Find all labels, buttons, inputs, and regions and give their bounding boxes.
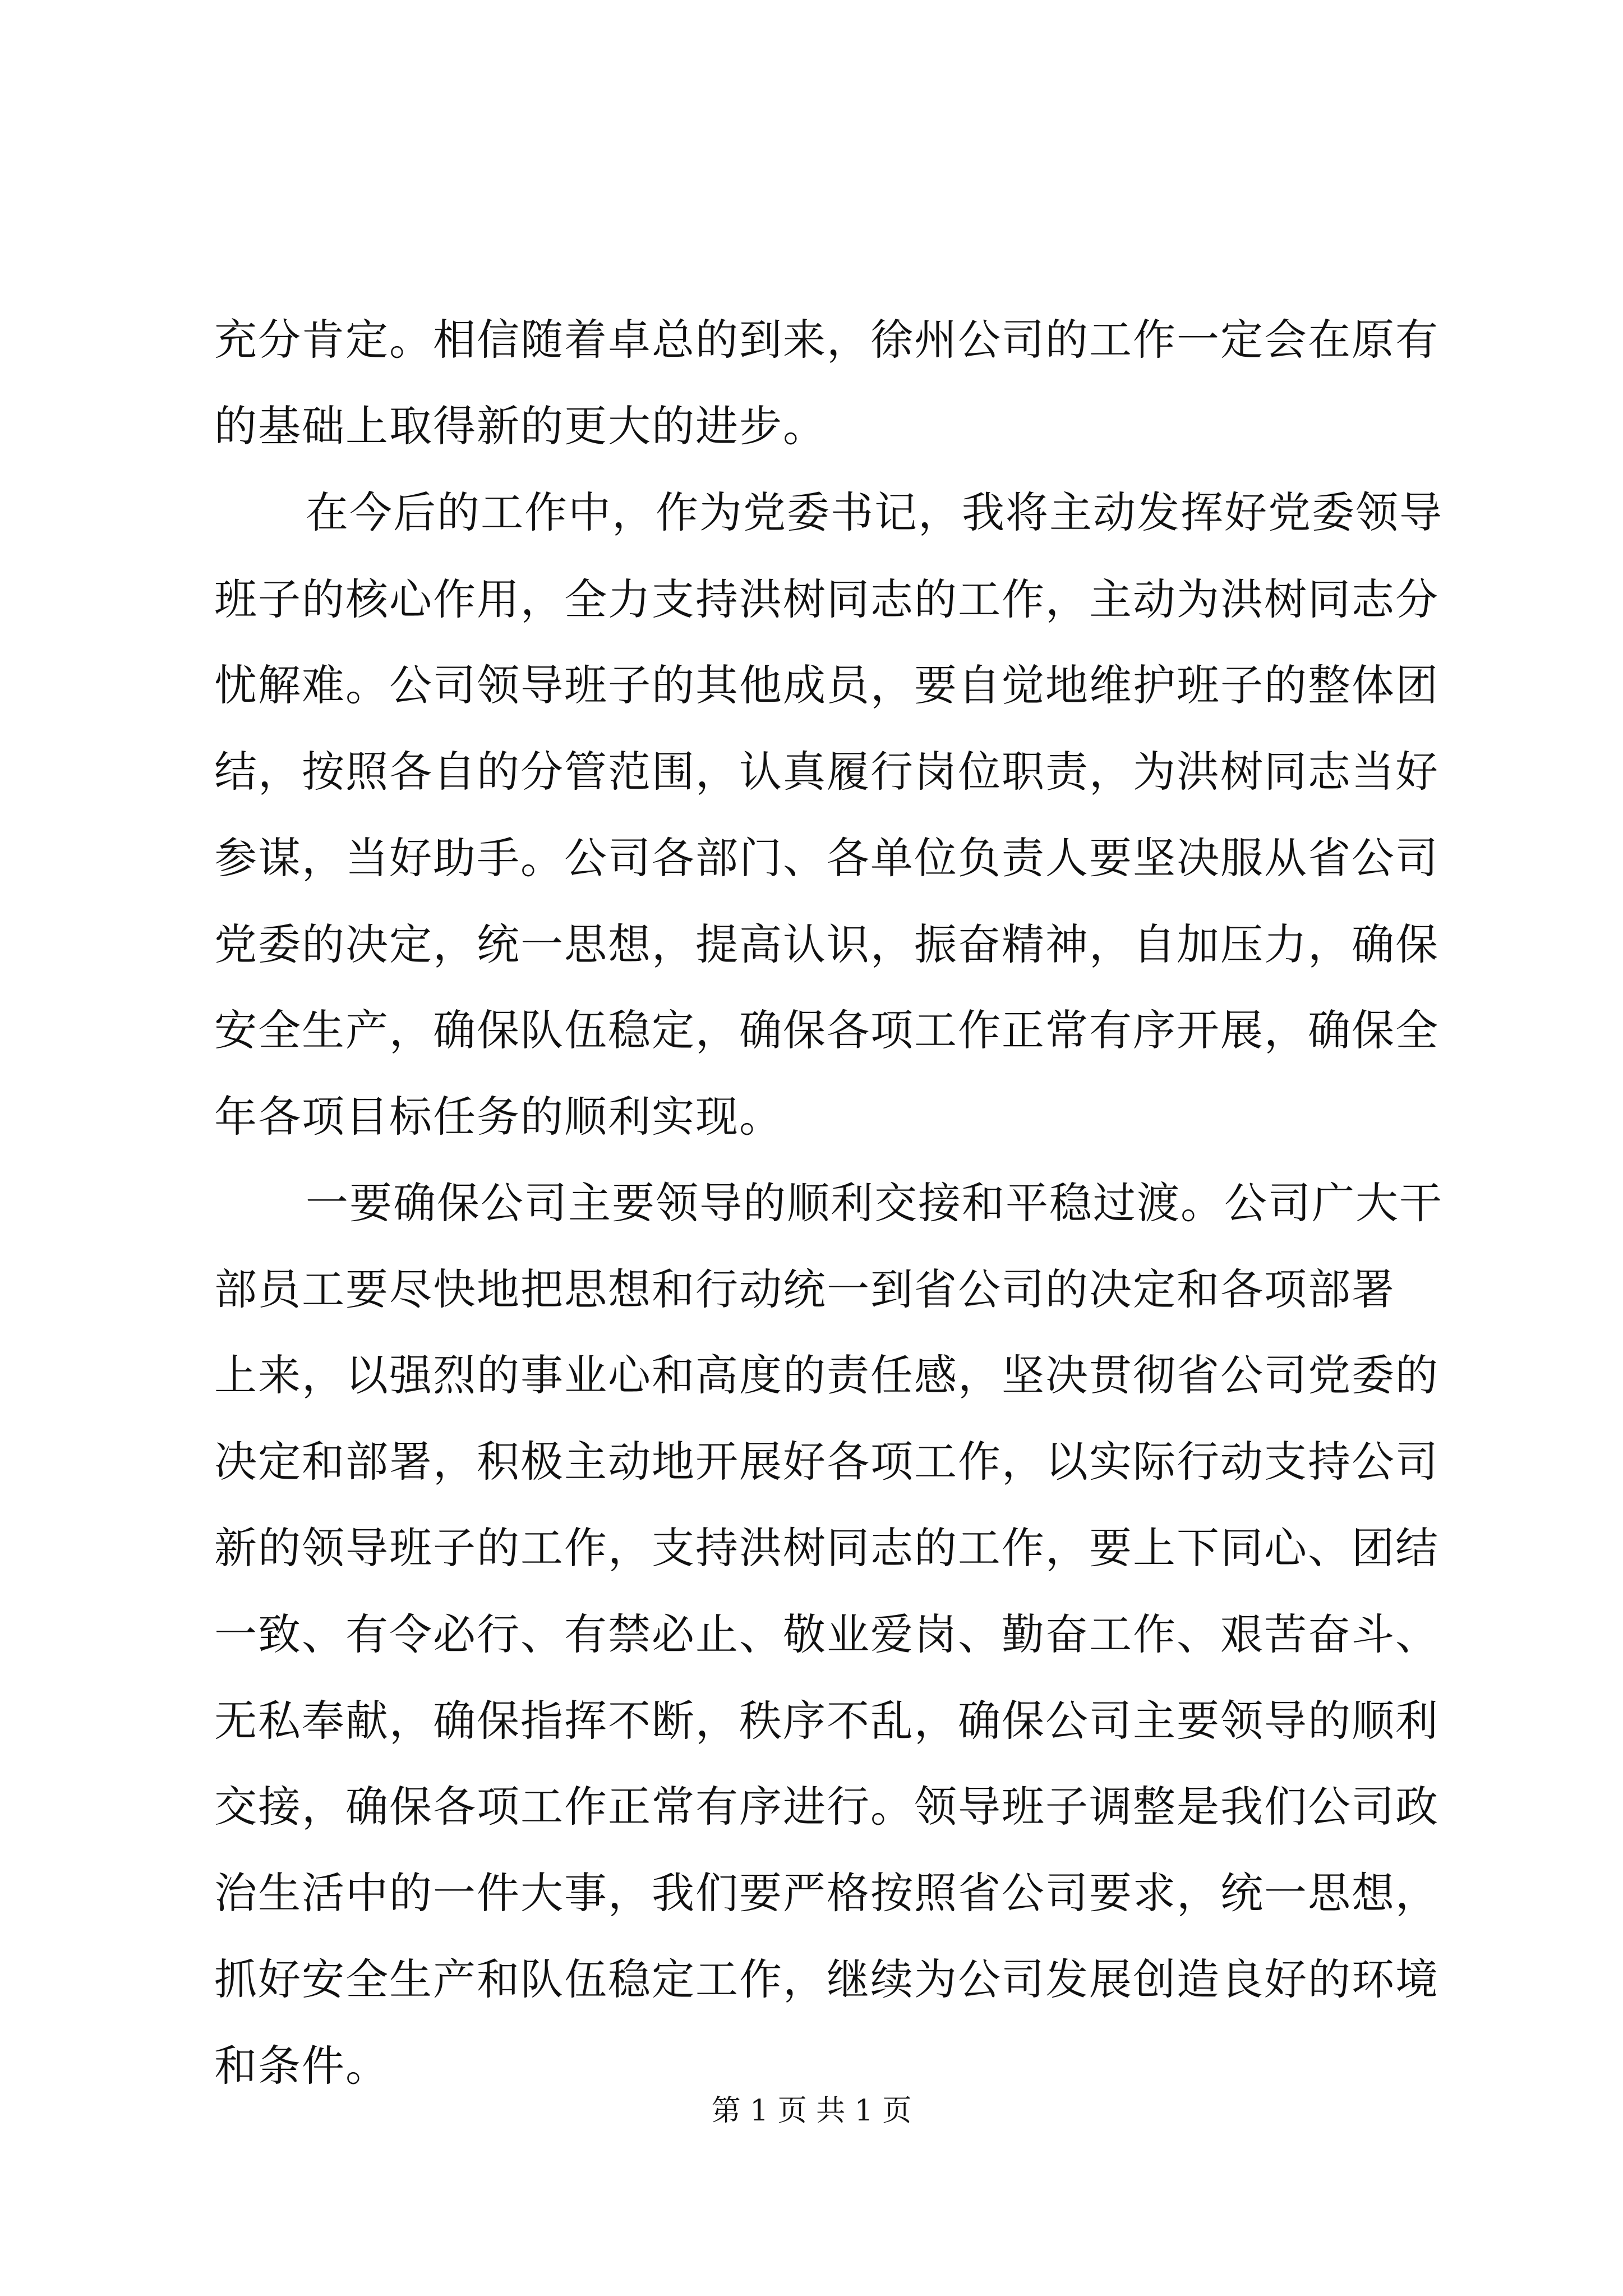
- text-line: 在今后的工作中，作为党委书记，我将主动发挥好党委领导: [306, 487, 1443, 537]
- text-line: 一要确保公司主要领导的顺利交接和平稳过渡。公司广大干: [306, 1178, 1443, 1228]
- text-line: 年各项目标任务的顺利实现。: [214, 1092, 783, 1142]
- text-line: 一致、有令必行、有禁必止、敬业爱岗、勤奋工作、艰苦奋斗、: [214, 1609, 1439, 1659]
- text-line: 的基础上取得新的更大的进步。: [214, 401, 827, 451]
- text-line: 和条件。: [214, 2041, 389, 2091]
- text-line: 忧解难。公司领导班子的其他成员，要自觉地维护班子的整体团: [214, 660, 1439, 710]
- page-footer: 第 1 页 共 1 页: [711, 2094, 912, 2128]
- text-line: 决定和部署，积极主动地开展好各项工作，以实际行动支持公司: [214, 1437, 1439, 1487]
- text-line: 交接，确保各项工作正常有序进行。领导班子调整是我们公司政: [214, 1782, 1439, 1832]
- text-line: 充分肯定。相信随着卓总的到来，徐州公司的工作一定会在原有: [214, 315, 1439, 365]
- text-line: 抓好安全生产和队伍稳定工作，继续为公司发展创造良好的环境: [214, 1954, 1439, 2004]
- text-line: 新的领导班子的工作，支持洪树同志的工作，要上下同心、团结: [214, 1523, 1439, 1573]
- text-line: 结，按照各自的分管范围，认真履行岗位职责，为洪树同志当好: [214, 747, 1439, 797]
- text-line: 治生活中的一件大事，我们要严格按照省公司要求，统一思想，: [214, 1868, 1439, 1918]
- text-line: 上来，以强烈的事业心和高度的责任感，坚决贯彻省公司党委的: [214, 1350, 1439, 1400]
- text-line: 部员工要尽快地把思想和行动统一到省公司的决定和各项部署: [214, 1264, 1395, 1314]
- text-line: 参谋，当好助手。公司各部门、各单位负责人要坚决服从省公司: [214, 833, 1439, 883]
- text-line: 安全生产，确保队伍稳定，确保各项工作正常有序开展，确保全: [214, 1005, 1439, 1055]
- text-line: 无私奉献，确保指挥不断，秩序不乱，确保公司主要领导的顺利: [214, 1696, 1439, 1746]
- text-line: 班子的核心作用，全力支持洪树同志的工作，主动为洪树同志分: [214, 574, 1439, 624]
- text-line: 党委的决定，统一思想，提高认识，振奋精神，自加压力，确保: [214, 919, 1439, 969]
